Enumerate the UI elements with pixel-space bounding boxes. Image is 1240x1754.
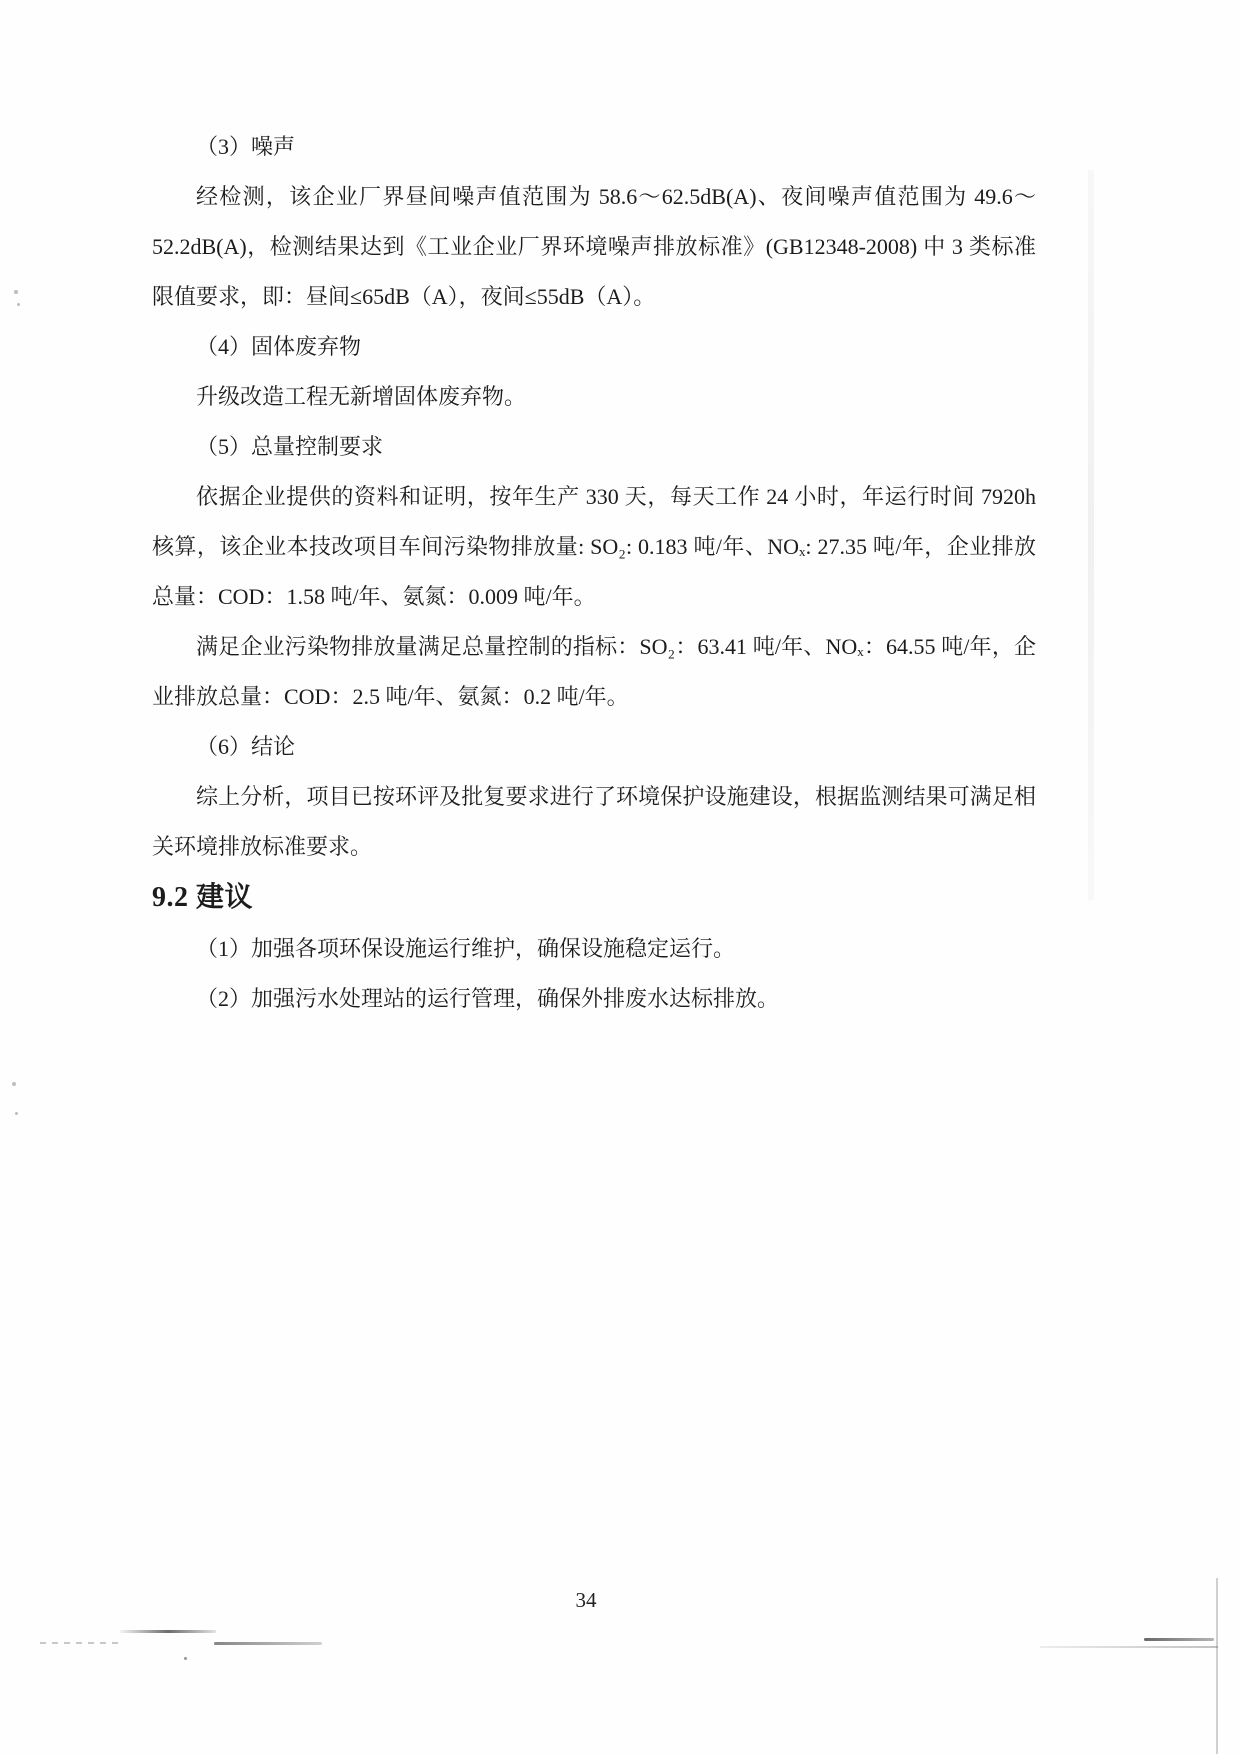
scan-speck	[17, 303, 20, 306]
scan-mark-bottom-left-2	[214, 1642, 322, 1645]
section-5-total-control-heading: （5）总量控制要求	[196, 434, 384, 459]
scan-mark-bottom-right-1	[1144, 1638, 1214, 1641]
noise-measurement-paragraph: 经检测，该企业厂界昼间噪声值范围为 58.6～62.5dB(A)、夜间噪声值范围为 49.6～52.2dB(A)，检测结果达到《工业企业厂界环境噪声排放标准》(GB12348-2008) 中 3 类标准限值要求，即：昼间≤65dB（A），夜间≤55dB（A）。	[152, 184, 1036, 309]
suggestion-item-1: （1）加强各项环保设施运行维护，确保设施稳定运行。	[196, 936, 736, 961]
scan-speck	[12, 1082, 16, 1086]
page-body	[152, 122, 1036, 1024]
section-4-solid-waste-heading: （4）固体废弃物	[196, 334, 362, 359]
scan-shadow-vertical	[1088, 170, 1094, 900]
scan-speck	[15, 1112, 18, 1115]
scan-mark-bottom-right-2	[1040, 1646, 1218, 1648]
section-3-noise-heading: （3）噪声	[196, 134, 296, 159]
solid-waste-paragraph: 升级改造工程无新增固体废弃物。	[196, 384, 527, 409]
page-number: 34	[575, 1588, 597, 1612]
conclusion-paragraph: 综上分析，项目已按环评及批复要求进行了环境保护设施建设，根据监测结果可满足相关环境排放标准要求。	[152, 784, 1036, 859]
total-control-paragraph-1: 依据企业提供的资料和证明，按年生产 330 天，每天工作 24 小时，年运行时间 7920h 核算，该企业本技改项目车间污染物排放量: SO₂: 0.183 吨/年、NOₓ: 27.35 吨/年，企业排放总量：COD：1.58 吨/年、氨氮：0.009 吨/年。	[152, 484, 1036, 609]
section-6-conclusion-heading: （6）结论	[196, 734, 296, 759]
scan-speck	[184, 1657, 187, 1660]
scan-mark-bottom-left-1	[120, 1630, 216, 1633]
total-control-paragraph-2: 满足企业污染物排放量满足总量控制的指标：SO₂：63.41 吨/年、NOₓ：64.55 吨/年，企业排放总量：COD：2.5 吨/年、氨氮：0.2 吨/年。	[152, 634, 1036, 709]
scan-speck	[14, 290, 18, 294]
suggestion-item-2: （2）加强污水处理站的运行管理，确保外排废水达标排放。	[196, 986, 780, 1011]
scan-mark-bottom-left-3	[40, 1642, 122, 1644]
section-9-2-suggestions-heading: 9.2 建议	[152, 882, 254, 913]
scan-edge-line	[1216, 1578, 1218, 1754]
